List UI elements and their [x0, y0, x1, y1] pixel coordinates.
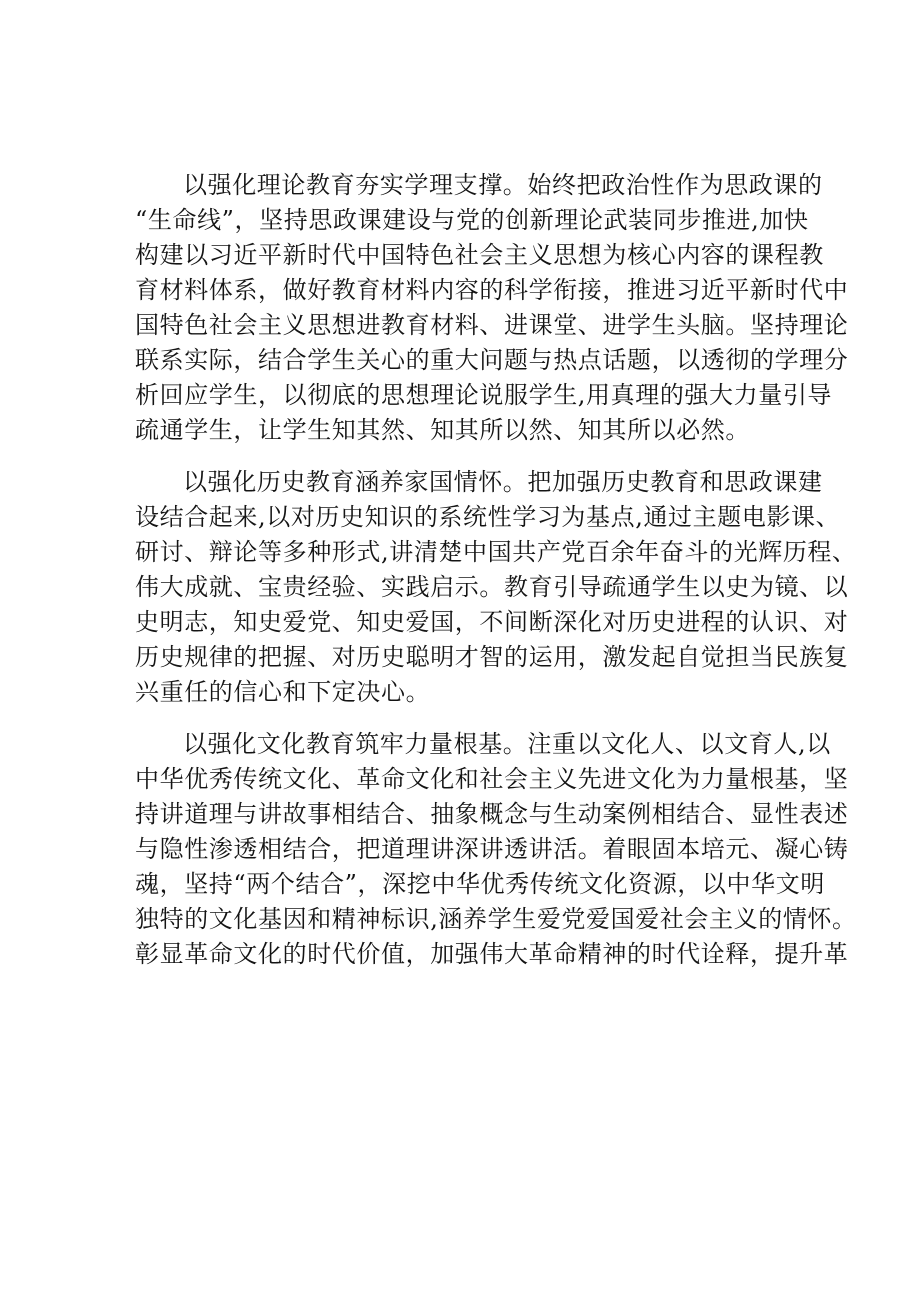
- paragraph-2-line-2: 设结合起来,以对历史知识的系统性学习为基点,通过主题电影课、: [135, 503, 841, 531]
- paragraph-3-line-7: 彰显革命文化的时代价值，加强伟大革命精神的时代诠释，提升革: [135, 940, 849, 968]
- paragraph-2-line-1: 以强化历史教育涵养家国情怀。把加强历史教育和思政课建: [183, 468, 823, 496]
- paragraph-1-line-5: 国特色社会主义思想进教育材料、进课堂、进学生头脑。坚持理论: [135, 311, 849, 339]
- paragraph-3-line-6: 独特的文化基因和精神标识,涵养学生爱党爱国爱社会主义的情怀。: [135, 905, 857, 933]
- paragraph-1-line-8: 疏通学生，让学生知其然、知其所以然、知其所以必然。: [135, 416, 750, 444]
- paragraph-3-line-2: 中华优秀传统文化、革命文化和社会主义先进文化为力量根基，坚: [135, 765, 849, 793]
- paragraph-3-line-3: 持讲道理与讲故事相结合、抽象概念与生动案例相结合、显性表述: [135, 800, 849, 828]
- paragraph-3-line-5: 魂，坚持“两个结合”，深挖中华优秀传统文化资源，以中华文明: [135, 870, 825, 898]
- paragraph-2-line-3: 研讨、辩论等多种形式,讲清楚中国共产党百余年奋斗的光辉历程、: [135, 538, 857, 566]
- paragraph-2-line-5: 史明志，知史爱党、知史爱国，不间断深化对历史进程的认识、对: [135, 608, 849, 636]
- paragraph-2-line-7: 兴重任的信心和下定决心。: [135, 678, 431, 706]
- paragraph-1-line-7: 析回应学生，以彻底的思想理论说服学生,用真理的强大力量引导: [135, 381, 833, 409]
- paragraph-2-line-6: 历史规律的把握、对历史聪明才智的运用，激发起自觉担当民族复: [135, 643, 849, 671]
- paragraph-3-line-1: 以强化文化教育筑牢力量根基。注重以文化人、以文育人,以: [183, 730, 831, 758]
- paragraph-1-line-2: “生命线”，坚持思政课建设与党的创新理论武装同步推进,加快: [135, 206, 809, 234]
- paragraph-1-line-1: 以强化理论教育夯实学理支撑。始终把政治性作为思政课的: [183, 171, 823, 199]
- paragraph-3-line-4: 与隐性渗透相结合，把道理讲深讲透讲活。着眼固本培元、凝心铸: [135, 835, 849, 863]
- paragraph-1-line-3: 构建以习近平新时代中国特色社会主义思想为核心内容的课程教: [135, 241, 824, 269]
- paragraph-1-line-6: 联系实际，结合学生关心的重大问题与热点话题，以透彻的学理分: [135, 346, 849, 374]
- paragraph-2-line-4: 伟大成就、宝贵经验、实践启示。教育引导疏通学生以史为镜、以: [135, 573, 849, 601]
- paragraph-1-line-4: 育材料体系，做好教育材料内容的科学衔接，推进习近平新时代中: [135, 276, 849, 304]
